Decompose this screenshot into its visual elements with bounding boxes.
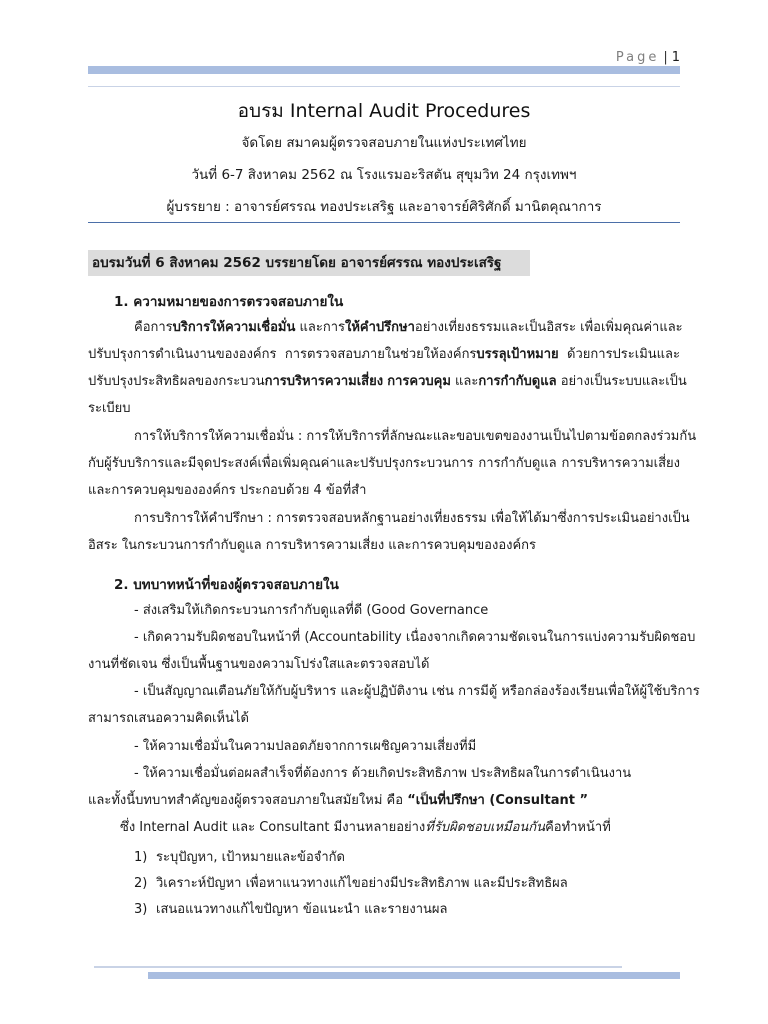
role-bullet-3b: สามารถเสนอความคิดเห็นได้ xyxy=(88,711,249,726)
modern-role-line: และทั้งนี้บทบาทสำคัญของผู้ตรวจสอบภายในสมัยใหม่ คือ “เป็นที่ปรึกษา (Consultant ” xyxy=(88,793,589,808)
header-bar xyxy=(88,66,680,74)
footer-rule xyxy=(94,966,622,968)
lecturers-line: ผู้บรรยาย : อาจารย์ศรรณ ทองประเสริฐ และอาจารย์ศิริศักดิ์ มานิตคุณาการ xyxy=(166,199,602,215)
p1-line2: ปรับปรุงการดำเนินงานขององค์กร การตรวจสอบภายในช่วยให้องค์กรบรรลุเป้าหมาย ด้วยการประเมินและ xyxy=(88,347,680,362)
role-bullet-4: - ให้ความเชื่อมั่นในความปลอดภัยจากการเผชิญความเสี่ยงที่มี xyxy=(134,739,477,754)
p1-line3: ปรับปรุงประสิทธิผลของกระบวนการบริหารความเสี่ยง การควบคุม และการกำกับดูแล อย่างเป็นระบบและเป็น xyxy=(88,374,687,389)
p2-line1: การให้บริการให้ความเชื่อมั่น : การให้บริการที่ลักษณะและขอบเขตของงานเป็นไปตามข้อตกลงร่วมกัน xyxy=(134,429,697,444)
role-bullet-2a: - เกิดความรับผิดชอบในหน้าที่ (Accountability เนื่องจากเกิดความชัดเจนในการแบ่งความรับผิดชอบ xyxy=(134,630,696,645)
p2-line2: กับผู้รับบริการและมีจุดประสงค์เพื่อเพิ่มคุณค่าและปรับปรุงกระบวนการ การกำกับดูแล การบริหารความเสี่ยง xyxy=(88,456,680,471)
date-venue-line: วันที่ 6-7 สิงหาคม 2562 ณ โรงแรมอะริสตัน สุขุมวิท 24 กรุงเทพฯ xyxy=(191,167,577,183)
duty-item-3: 3) เสนอแนวทางแก้ไขปัญหา ข้อแนะนำ และรายงานผล xyxy=(134,902,448,917)
p3-line2: อิสระ ในกระบวนการกำกับดูแล การบริหารความเสี่ยง และการควบคุมขององค์กร xyxy=(88,538,537,553)
role-bullet-1: - ส่งเสริมให้เกิดกระบวนการกำกับดูแลที่ดี (Good Governance xyxy=(134,603,489,618)
title-divider xyxy=(88,222,680,223)
internal-audit-line: ซึ่ง Internal Audit และ Consultant มีงานหลายอย่างที่รับผิดชอบเหมือนกันคือทำหน้าที่ xyxy=(120,820,611,835)
p1-line1: คือการบริการให้ความเชื่อมั่น และการให้คำปรึกษาอย่างเที่ยงธรรมและเป็นอิสระ เพื่อเพิ่มคุณค่าและ xyxy=(134,320,683,335)
section-heading: อบรมวันที่ 6 สิงหาคม 2562 บรรยายโดย อาจารย์ศรรณ ทองประเสริฐ xyxy=(88,250,530,276)
p3-line1: การบริการให้คำปรึกษา : การตรวจสอบหลักฐานอย่างเที่ยงธรรม เพื่อให้ได้มาซึ่งการประเมินอย่างเป็น xyxy=(134,511,690,526)
role-bullet-2b: งานที่ชัดเจน ซึ่งเป็นพื้นฐานของความโปร่งใสและตรวจสอบได้ xyxy=(88,657,430,672)
duty-item-2: 2) วิเคราะห์ปัญหา เพื่อหาแนวทางแก้ไขอย่างมีประสิทธิภาพ และมีประสิทธิผล xyxy=(134,876,568,891)
role-bullet-5: - ให้ความเชื่อมั่นต่อผลสำเร็จที่ต้องการ ด้วยเกิดประสิทธิภาพ ประสิทธิผลในการดำเนินงาน xyxy=(134,766,632,781)
p2-line3: และการควบคุมขององค์กร ประกอบด้วย 4 ข้อที่สำ xyxy=(88,483,367,498)
document-title: อบรม Internal Audit Procedures xyxy=(237,100,531,122)
topic1-heading: 1. ความหมายของการตรวจสอบภายใน xyxy=(114,294,344,310)
p1-line4: ระเบียบ xyxy=(88,401,131,416)
page-header: Page | 1 xyxy=(615,50,680,65)
duty-item-1: 1) ระบุปัญหา, เป้าหมายและข้อจำกัด xyxy=(134,850,345,865)
page-label: Page xyxy=(615,50,660,65)
header-rule xyxy=(88,86,680,87)
footer-bar xyxy=(148,972,680,979)
organizer-line: จัดโดย สมาคมผู้ตรวจสอบภายในแห่งประเทศไทย xyxy=(241,135,527,151)
page-number: 1 xyxy=(671,50,680,65)
role-bullet-3a: - เป็นสัญญาณเตือนภัยให้กับผู้บริหาร และผู้ปฏิบัติงาน เช่น การมีตู้ หรือกล่องร้องเรียนเพื่อให้ผู้ใช้บริการ xyxy=(134,684,700,699)
topic2-heading: 2. บทบาทหน้าที่ของผู้ตรวจสอบภายใน xyxy=(114,577,339,593)
